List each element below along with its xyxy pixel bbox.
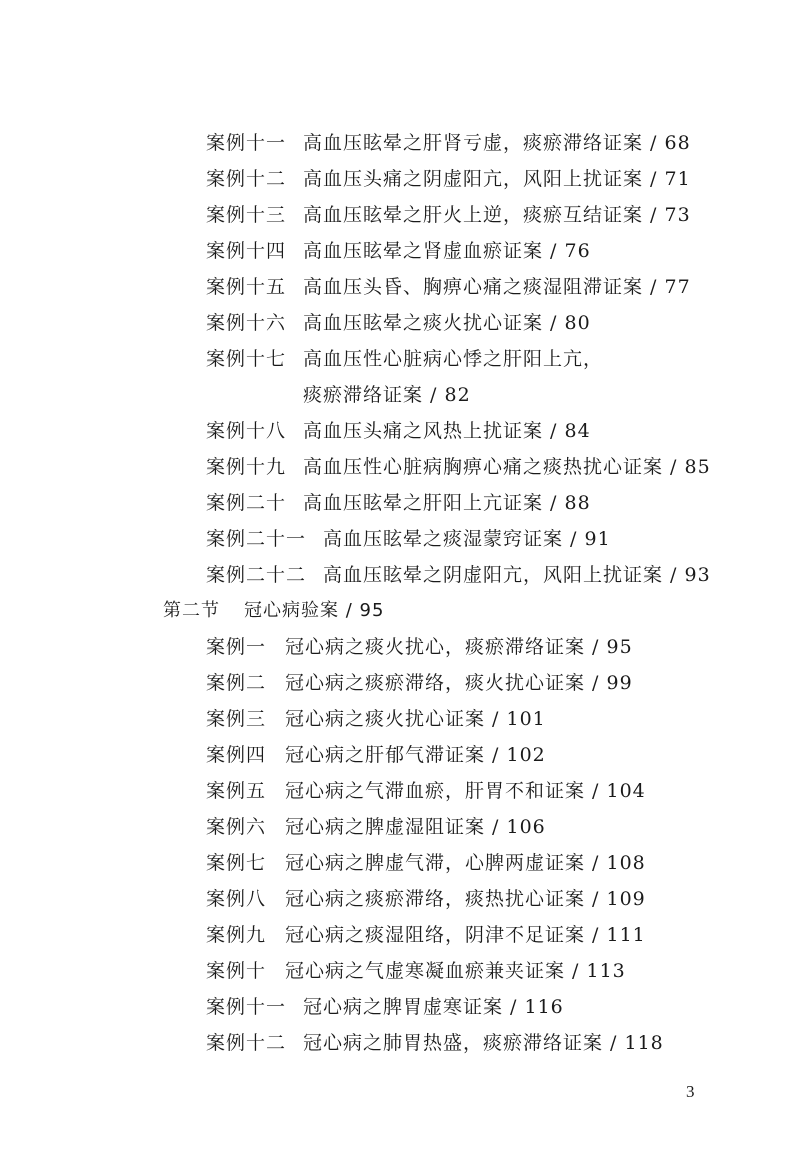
toc-entry-continuation	[0, 377, 800, 413]
toc-entry	[0, 233, 800, 269]
toc-entry	[0, 197, 800, 233]
toc-entry	[0, 629, 800, 665]
case-title: 冠心病之痰火扰心证案 / 101	[285, 708, 546, 730]
case-title: 高血压头痛之阴虚阳亢，风阳上扰证案 / 71	[303, 168, 691, 190]
case-title: 冠心病之脾胃虚寒证案 / 116	[303, 996, 564, 1018]
case-title: 高血压性心脏病胸痹心痛之痰热扰心证案 / 85	[303, 456, 711, 478]
case-label: 案例七	[206, 852, 267, 874]
case-label: 案例十	[206, 960, 267, 982]
case-title: 冠心病之脾虚气滞，心脾两虚证案 / 108	[285, 852, 646, 874]
page-number: 3	[686, 1082, 695, 1101]
case-label: 案例十二	[206, 168, 287, 190]
case-title: 高血压性心脏病心悸之肝阳上亢，	[303, 348, 604, 370]
toc-entry	[0, 917, 800, 953]
case-title-continuation: 痰瘀滞络证案 / 82	[303, 384, 471, 406]
case-label: 案例十二	[206, 1032, 287, 1054]
case-label: 案例五	[206, 780, 267, 802]
case-title: 高血压眩晕之肾虚血瘀证案 / 76	[303, 240, 591, 262]
toc-section-heading	[0, 593, 800, 629]
case-title: 冠心病之脾虚湿阻证案 / 106	[285, 816, 546, 838]
case-title: 高血压头痛之风热上扰证案 / 84	[303, 420, 591, 442]
toc-entry	[0, 485, 800, 521]
case-label: 案例二十一	[206, 528, 307, 550]
case-label: 案例十八	[206, 420, 287, 442]
case-label: 案例九	[206, 924, 267, 946]
case-label: 案例六	[206, 816, 267, 838]
case-title: 冠心病之痰瘀滞络，痰火扰心证案 / 99	[285, 672, 633, 694]
toc-entry	[0, 773, 800, 809]
toc-entry	[0, 341, 800, 377]
toc-entry	[0, 665, 800, 701]
case-label: 案例十五	[206, 276, 287, 298]
case-title: 冠心病之气虚寒凝血瘀兼夹证案 / 113	[285, 960, 626, 982]
toc-entry	[0, 809, 800, 845]
case-title: 冠心病之气滞血瘀，肝胃不和证案 / 104	[285, 780, 646, 802]
case-title: 高血压眩晕之阴虚阳亢，风阳上扰证案 / 93	[323, 564, 711, 586]
case-title: 冠心病之肺胃热盛，痰瘀滞络证案 / 118	[303, 1032, 664, 1054]
case-title: 高血压眩晕之痰湿蒙窍证案 / 91	[323, 528, 611, 550]
case-title: 冠心病之痰火扰心，痰瘀滞络证案 / 95	[285, 636, 633, 658]
case-label: 案例十三	[206, 204, 287, 226]
case-label: 案例十六	[206, 312, 287, 334]
toc-entry	[0, 161, 800, 197]
toc-entry	[0, 1025, 800, 1061]
toc-entry	[0, 269, 800, 305]
case-label: 案例十四	[206, 240, 287, 262]
case-label: 案例二	[206, 672, 267, 694]
toc-entry	[0, 881, 800, 917]
toc-entry	[0, 737, 800, 773]
case-label: 案例八	[206, 888, 267, 910]
case-label: 案例十一	[206, 996, 287, 1018]
case-label: 案例十九	[206, 456, 287, 478]
toc-entry	[0, 125, 800, 161]
case-title: 冠心病之痰瘀滞络，痰热扰心证案 / 109	[285, 888, 646, 910]
case-label: 案例二十二	[206, 564, 307, 586]
section-label: 第二节	[163, 600, 220, 621]
toc-entry	[0, 305, 800, 341]
case-title: 高血压眩晕之痰火扰心证案 / 80	[303, 312, 591, 334]
case-title: 高血压头昏、胸痹心痛之痰湿阻滞证案 / 77	[303, 276, 691, 298]
toc-entry	[0, 953, 800, 989]
case-label: 案例三	[206, 708, 267, 730]
table-of-contents	[0, 125, 800, 1061]
toc-entry	[0, 413, 800, 449]
case-title: 冠心病之肝郁气滞证案 / 102	[285, 744, 546, 766]
case-title: 高血压眩晕之肝肾亏虚，痰瘀滞络证案 / 68	[303, 132, 691, 154]
toc-entry	[0, 989, 800, 1025]
toc-entry	[0, 449, 800, 485]
case-label: 案例十七	[206, 348, 287, 370]
toc-entry	[0, 845, 800, 881]
case-label: 案例四	[206, 744, 267, 766]
case-title: 高血压眩晕之肝火上逆，痰瘀互结证案 / 73	[303, 204, 691, 226]
section-title: 冠心病验案 / 95	[244, 600, 385, 621]
case-title: 高血压眩晕之肝阳上亢证案 / 88	[303, 492, 591, 514]
toc-entry	[0, 521, 800, 557]
case-label: 案例一	[206, 636, 267, 658]
toc-entry	[0, 557, 800, 593]
case-label: 案例十一	[206, 132, 287, 154]
case-label: 案例二十	[206, 492, 287, 514]
toc-entry	[0, 701, 800, 737]
case-title: 冠心病之痰湿阻络，阴津不足证案 / 111	[285, 924, 646, 946]
